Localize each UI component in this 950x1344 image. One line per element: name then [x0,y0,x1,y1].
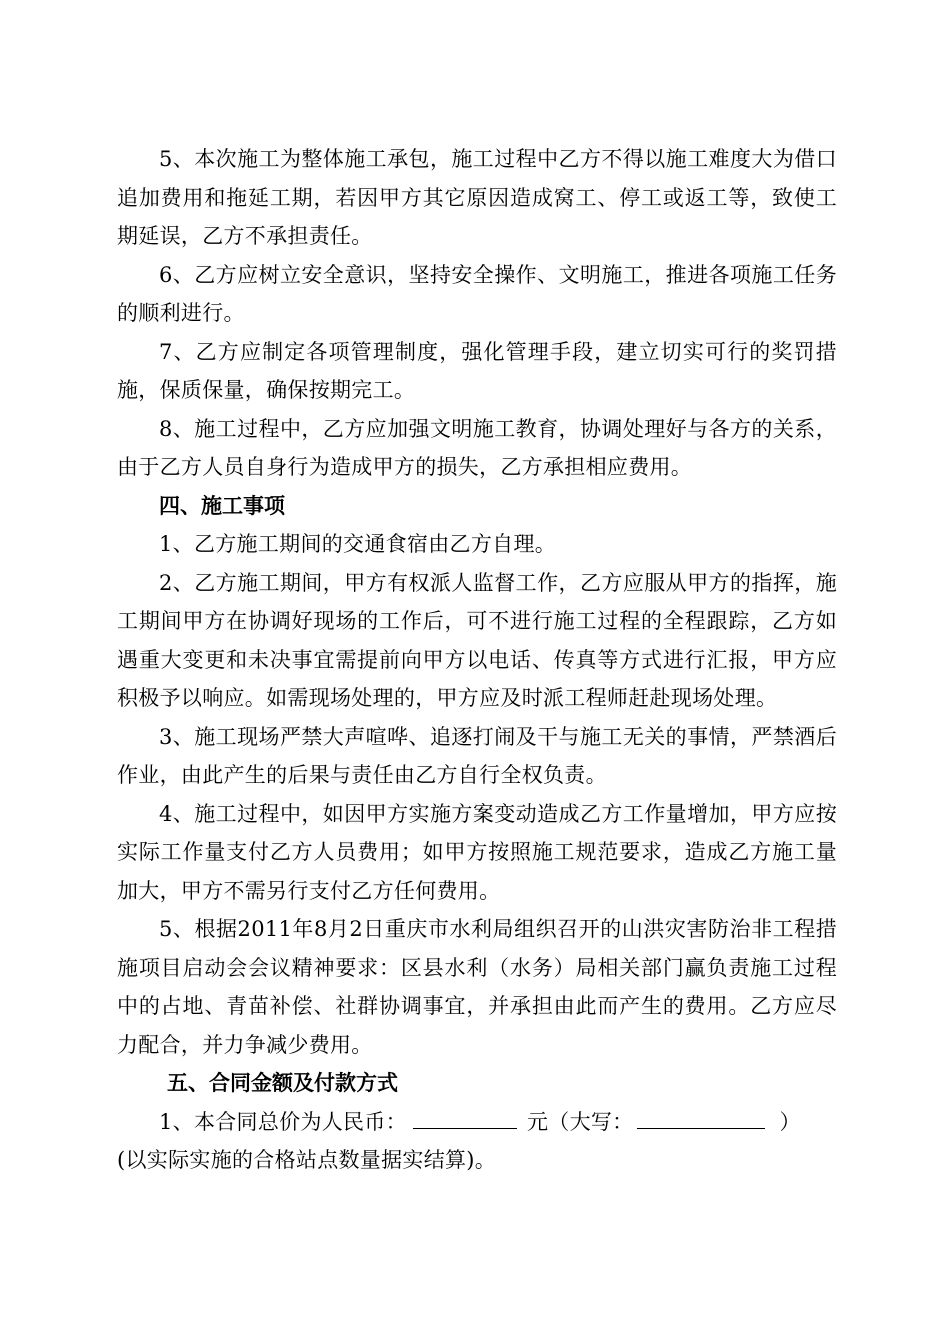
section-4-item-5: 5、根据2011年8月2日重庆市水利局组织召开的山洪灾害防治非工程措施项目启动会会议精神要求：区县水利（水务）局相关部门赢负责施工过程中的占地、青苗补偿、社群协调事宜，并承担由此而产生的费用。乙方应尽力配合，并力争减少费用。 [117,917,837,1057]
section-4-item-3: 3、施工现场严禁大声喧哗、追逐打闹及干与施工无关的事情，严禁酒后作业，由此产生的后果与责任由乙方自行全权负责。 [117,724,837,787]
closing-paren: ） [779,1109,801,1134]
section-5-item-1 [117,1103,837,1142]
section-4-item-1: 1、乙方施工期间的交通食宿由乙方自理。 [159,532,557,556]
clause-5-paragraph: 5、本次施工为整体施工承包，施工过程中乙方不得以施工难度大为借口追加费用和拖延工期，若因甲方其它原因造成窝工、停工或返工等，致使工期延误，乙方不承担责任。 [117,147,837,248]
capital-amount-label: 元（大写： [526,1109,634,1134]
amount-blank-field[interactable] [413,1110,517,1129]
section-4-item-4: 4、施工过程中，如因甲方实施方案变动造成乙方工作量增加，甲方应按实际工作量支付乙方人员费用；如甲方按照施工规范要求，造成乙方施工量加大，甲方不需另行支付乙方任何费用。 [117,801,837,903]
clause-7-paragraph: 7、乙方应制定各项管理制度，强化管理手段，建立切实可行的奖罚措施，保质保量，确保按期完工。 [117,339,837,402]
section-4-heading: 四、施工事项 [159,492,285,518]
contract-price-label: 1、本合同总价为人民币： [159,1109,407,1134]
clause-6-paragraph: 6、乙方应树立安全意识，坚持安全操作、文明施工，推进各项施工任务的顺利进行。 [117,262,837,325]
section-4-item-2: 2、乙方施工期间，甲方有权派人监督工作，乙方应服从甲方的指挥，施工期间甲方在协调好现场的工作后，可不进行施工过程的全程跟踪，乙方如遇重大变更和未决事宜需提前向甲方以电话、传真等方式进行汇报，甲方应积极予以响应。如需现场处理的，甲方应及时派工程师赶赴现场处理。 [117,570,837,710]
settlement-note: (以实际实施的合格站点数量据实结算)。 [117,1148,497,1172]
section-5-heading: 五、合同金额及付款方式 [167,1070,398,1095]
contract-body [117,140,837,1180]
clause-8-paragraph: 8、施工过程中，乙方应加强文明施工教育，协调处理好与各方的关系，由于乙方人员自身行为造成甲方的损失，乙方承担相应费用。 [117,416,837,479]
capital-amount-blank-field[interactable] [637,1110,765,1129]
